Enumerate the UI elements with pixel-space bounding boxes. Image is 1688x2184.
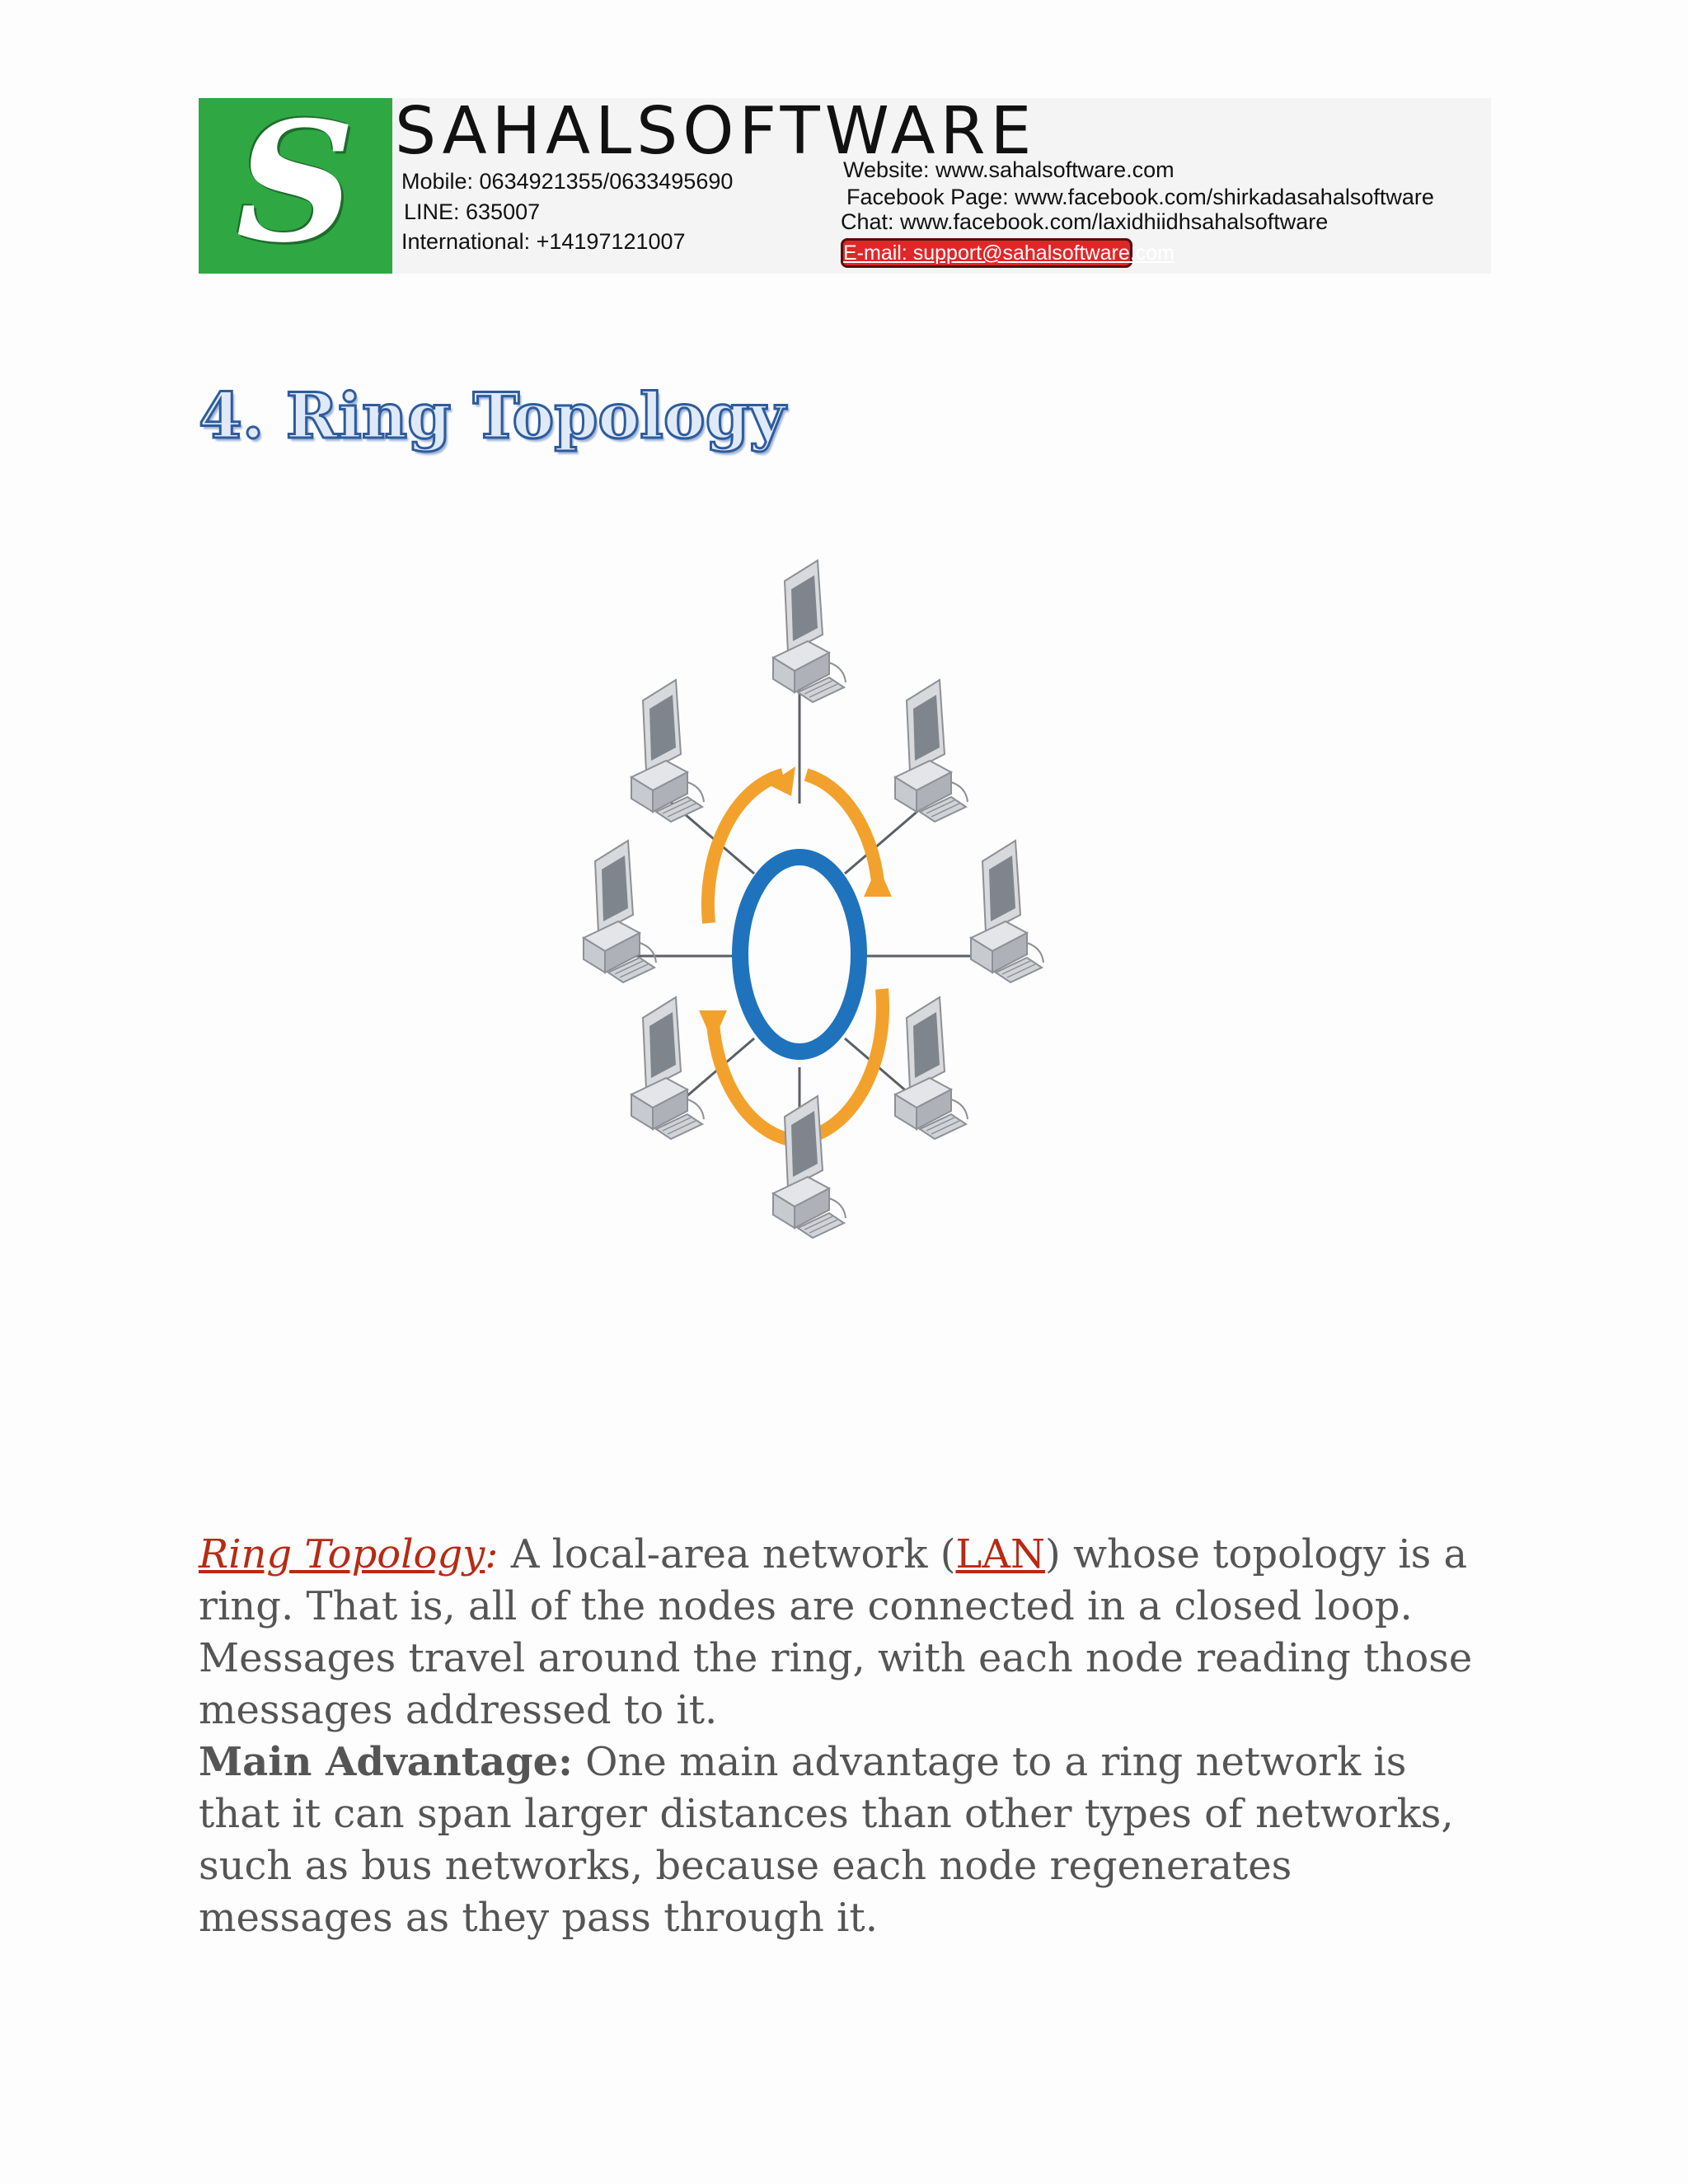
definition-paragraph xyxy=(199,1529,1484,1736)
ring-node-bottom-right xyxy=(895,997,968,1139)
advantage-paragraph xyxy=(199,1736,1484,1944)
mobile-number: Mobile: 0634921355/0633495690 xyxy=(401,169,734,194)
ring-node-bottom-left xyxy=(631,997,704,1139)
definition-text-a: A local-area network ( xyxy=(498,1531,956,1577)
term-colon: : xyxy=(485,1531,499,1577)
ring-topology-diagram xyxy=(462,527,1137,1335)
ring-node-left xyxy=(584,841,656,982)
definition-text-b: ) whose topology is a ring. That is, all of the nodes are connected in a closed loop. Messages travel around the ring, with each node reading those messages addressed to it. xyxy=(199,1531,1473,1733)
article-body xyxy=(199,1529,1484,1944)
lan-link[interactable]: LAN xyxy=(955,1531,1045,1577)
website-link[interactable]: Website: www.sahalsoftware.com xyxy=(843,157,1175,182)
logo-letter: S xyxy=(236,86,355,279)
email-link[interactable]: E-mail: support@sahalsoftware.com xyxy=(841,238,1132,268)
facebook-page-link[interactable]: Facebook Page: www.facebook.com/shirkadasahalsoftware xyxy=(846,185,1434,209)
line-number: LINE: 635007 xyxy=(404,199,541,224)
ring-node-right xyxy=(971,841,1043,982)
page-title: 4. Ring Topology xyxy=(199,379,785,452)
brand-name: SAHALSOFTWARE xyxy=(395,93,1037,169)
advantage-text: One main advantage to a ring network is that it can span larger distances than other types of networks, such as bus networks, because each node regenerates messages as they pass through it. xyxy=(199,1739,1454,1941)
ring-node-top xyxy=(773,560,846,702)
international-number: International: +14197121007 xyxy=(401,229,686,254)
logo xyxy=(199,86,392,279)
ring-node-top-right xyxy=(895,680,968,822)
chat-link[interactable]: Chat: www.facebook.com/laxidhiidhsahalsoftware xyxy=(841,209,1329,234)
ring-topology-link[interactable]: Ring Topology xyxy=(199,1531,485,1577)
advantage-label: Main Advantage: xyxy=(199,1739,573,1785)
ring-node-top-left xyxy=(631,680,704,822)
header-banner xyxy=(199,86,1491,279)
